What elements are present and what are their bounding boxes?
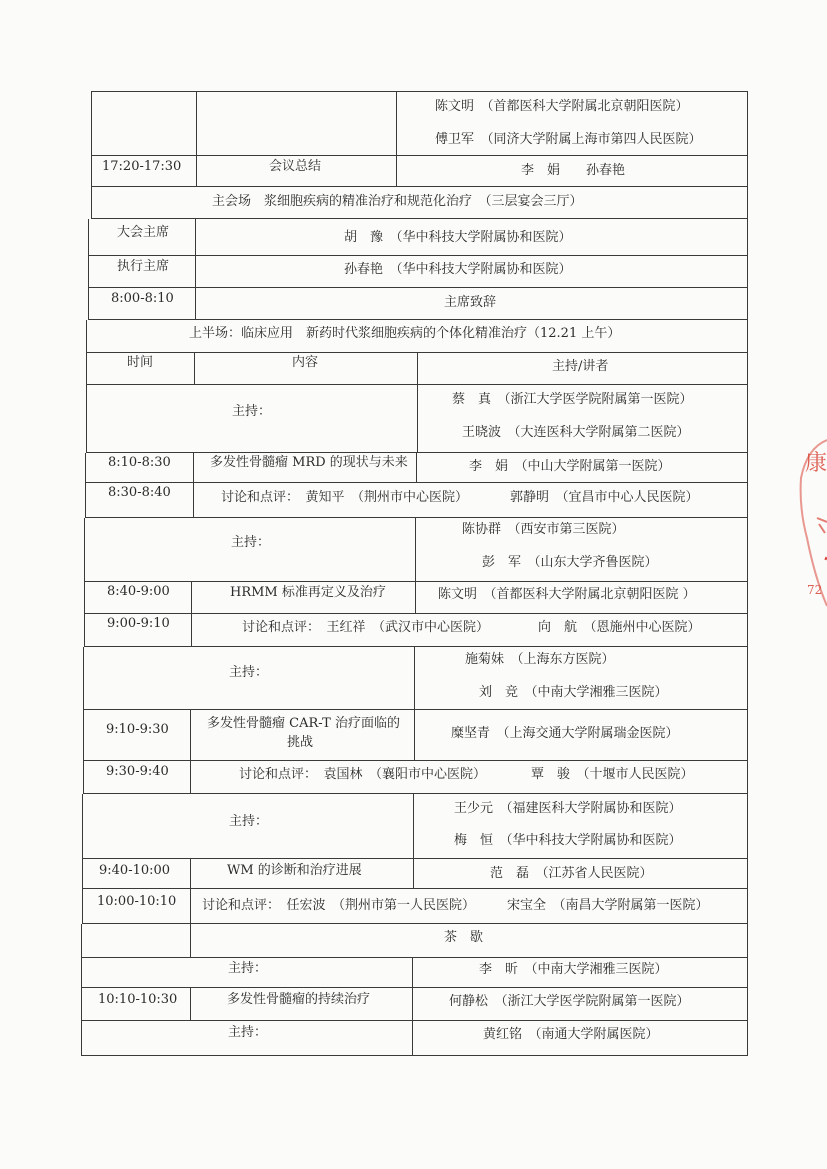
table-row xyxy=(84,582,748,614)
host-label: 主持： xyxy=(232,404,272,419)
discussion-cell: 讨论和点评： 任宏波 （荆州市第一人民医院） xyxy=(202,898,476,913)
time-cell: 8:40-9:00 xyxy=(107,584,170,599)
host-label: 主持： xyxy=(229,665,269,680)
speaker-cell: 何静松 （浙江大学医学院附属第一医院） xyxy=(449,994,690,1009)
talk-title: WM 的诊断和治疗进展 xyxy=(227,863,362,878)
table-row xyxy=(88,219,748,256)
speaker-cell: 范 磊 （江苏省人民医院） xyxy=(490,866,653,881)
time-cell: 8:30-8:40 xyxy=(108,485,171,500)
table-row xyxy=(84,518,748,582)
welcome-speech: 主席致辞 xyxy=(444,295,497,310)
host-line: 李 昕 （中南大学湘雅三医院） xyxy=(479,962,668,977)
discussion-other: 向 航 （恩施州中心医院） xyxy=(538,620,701,635)
chair-label: 执行主席 xyxy=(117,259,170,274)
chair-value: 胡 豫 （华中科技大学附属协和医院） xyxy=(344,230,572,245)
table-row xyxy=(86,385,748,453)
time-cell: 9:30-9:40 xyxy=(106,764,169,779)
header-time: 时间 xyxy=(127,355,154,370)
chair-label: 大会主席 xyxy=(117,225,170,240)
discussion-cell: 讨论和点评： 王红祥 （武汉市中心医院） xyxy=(242,620,490,635)
host-label: 主持： xyxy=(229,814,269,829)
session-title: 主会场 浆细胞疾病的精准治疗和规范化治疗 （三层宴会三厅） xyxy=(212,194,583,209)
table-row xyxy=(83,647,748,710)
time-cell: 9:10-9:30 xyxy=(106,722,169,737)
host-label: 主持： xyxy=(228,1025,268,1040)
session-title-row xyxy=(91,187,748,219)
time-cell: 17:20-17:30 xyxy=(102,159,182,174)
table-row xyxy=(81,988,748,1021)
speaker-cell: 陈文明 （首都医科大学附属北京朝阳医院 ） xyxy=(438,587,696,602)
discussion-cell: 讨论和点评： 黄知平 （荆州市中心医院） xyxy=(221,490,469,505)
content-cell: 会议总结 xyxy=(269,159,322,174)
chair-value: 孙春艳 （华中科技大学附属协和医院） xyxy=(344,262,572,277)
table-header-row xyxy=(86,353,748,385)
host-line: 刘 竞 （中南大学湘雅三医院） xyxy=(479,685,668,700)
tea-break: 茶 歇 xyxy=(444,930,484,945)
host-line: 蔡 真 （浙江大学医学院附属第一医院） xyxy=(452,392,693,407)
table-row xyxy=(91,92,748,156)
session-title-row xyxy=(86,320,748,353)
time-cell: 8:10-8:30 xyxy=(108,455,171,470)
table-row xyxy=(82,859,748,889)
discussion-other: 覃 骏 （十堰市人民医院） xyxy=(531,767,694,782)
talk-title: HRMM 标准再定义及治疗 xyxy=(230,585,386,600)
discussion-cell: 讨论和点评： 袁国林 （襄阳市中心医院） xyxy=(239,767,487,782)
table-row xyxy=(83,710,748,761)
seal-char: 康 xyxy=(805,451,827,476)
header-speaker: 主持/讲者 xyxy=(552,359,609,374)
time-cell: 10:10-10:30 xyxy=(98,992,178,1007)
host-line: 王少元 （福建医科大学附属协和医院） xyxy=(454,801,682,816)
talk-title: 多发性骨髓瘤的持续治疗 xyxy=(227,992,371,1007)
speaker-cell: 李 娟 孙春艳 xyxy=(521,163,626,178)
speaker-cell: 糜坚青 （上海交通大学附属瑞金医院） xyxy=(451,726,679,741)
discussion-other: 宋宝全 （南昌大学附属第一医院） xyxy=(507,898,709,913)
table-row xyxy=(84,614,748,647)
host-line: 梅 恒 （华中科技大学附属协和医院） xyxy=(454,833,682,848)
header-content: 内容 xyxy=(292,355,319,370)
talk-title: 多发性骨髓瘤 MRD 的现状与未来 xyxy=(210,455,408,470)
host-line: 施菊妹 （上海东方医院） xyxy=(465,652,615,667)
speaker-cell: 李 娟 （中山大学附属第一医院） xyxy=(469,459,671,474)
host-line: 王晓波 （大连医科大学附属第二医院） xyxy=(462,425,690,440)
seal-digits: 72 xyxy=(807,583,823,597)
time-cell: 8:00-8:10 xyxy=(111,291,174,306)
speaker-line: 傅卫军 （同济大学附属上海市第四人民医院） xyxy=(435,132,702,147)
discussion-other: 郭静明 （宜昌市中心人民医院） xyxy=(510,490,699,505)
table-row xyxy=(85,483,748,518)
time-cell: 9:40-10:00 xyxy=(99,863,171,878)
table-row xyxy=(88,256,748,288)
host-label: 主持： xyxy=(228,961,268,976)
talk-title-cont: 挑战 xyxy=(287,735,314,750)
table-row xyxy=(85,453,748,483)
time-cell: 9:00-9:10 xyxy=(107,616,170,631)
host-label: 主持： xyxy=(231,535,271,550)
host-line: 陈协群 （西安市第三医院） xyxy=(462,522,625,537)
table-row xyxy=(82,794,748,859)
speaker-line: 陈文明 （首都医科大学附属北京朝阳医院） xyxy=(435,99,689,114)
host-line: 黄红铭 （南通大学附属医院） xyxy=(483,1027,659,1042)
table-row xyxy=(82,889,748,924)
table-row xyxy=(81,1021,748,1056)
table-row xyxy=(83,761,748,794)
talk-title: 多发性骨髓瘤 CAR-T 治疗面临的 xyxy=(207,716,400,731)
table-row xyxy=(81,924,748,958)
table-row xyxy=(88,288,748,320)
seal-stamp xyxy=(797,438,827,608)
host-line: 彭 军 （山东大学齐鲁医院） xyxy=(482,555,658,570)
table-row xyxy=(91,156,748,187)
table-row xyxy=(81,958,748,988)
session-title: 上半场：临床应用 新药时代浆细胞疾病的个体化精准治疗（12.21 上午） xyxy=(189,326,621,341)
time-cell: 10:00-10:10 xyxy=(97,894,177,909)
